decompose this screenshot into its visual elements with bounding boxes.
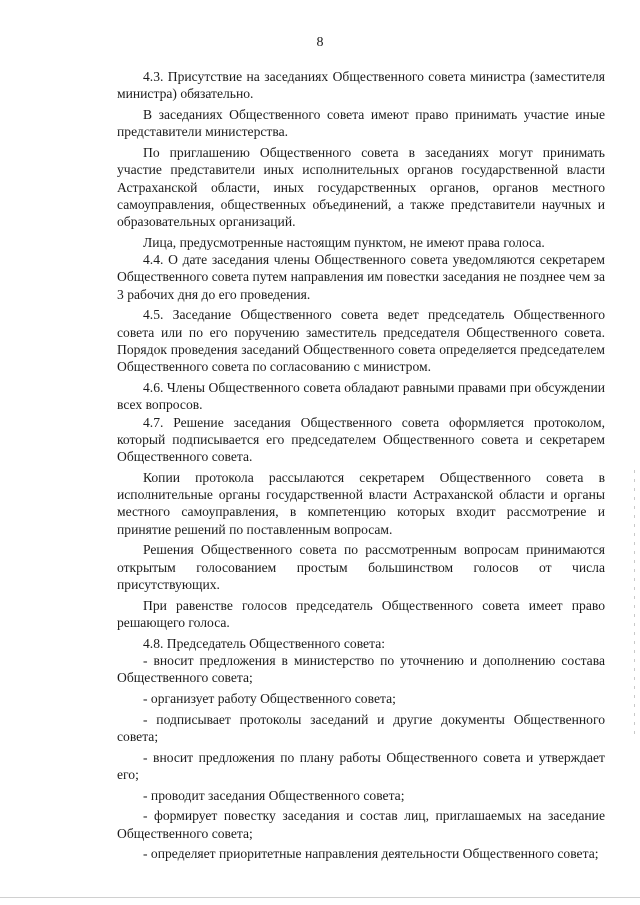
list-item: - вносит предложения по плану работы Общественного совета и утверждает его; <box>117 749 605 782</box>
paragraph-4-3: 4.3. Присутствие на заседаниях Общественного совета министра (заместителя министра) обязательно. <box>117 69 605 102</box>
page-number: 8 <box>316 35 324 50</box>
paragraph-tie-vote: При равенстве голосов председатель Общественного совета имеет право решающего голоса. <box>117 597 605 631</box>
scan-edge-right <box>634 470 635 740</box>
list-item: - организует работу Общественного совета; <box>143 691 396 706</box>
document-body <box>117 68 605 863</box>
paragraph-4-8: 4.8. Председатель Общественного совета: <box>143 635 385 651</box>
list-item: - проводит заседания Общественного совета; <box>143 787 405 803</box>
paragraph-copies: Копии протокола рассылаются секретарем Общественного совета в исполнительные органы государственной власти Астраханской области и органы местного самоуправления, в компетенцию которых входит рассмотрение и принятие решений по поставленным вопросам. <box>117 469 605 537</box>
list-item: - формирует повестку заседания и состав лиц, приглашаемых на заседание Общественного совета; <box>117 808 605 841</box>
paragraph-decisions: Решения Общественного совета по рассмотренным вопросам принимаются открытым голосованием простым большинством голосов от числа присутствующих. <box>117 542 605 593</box>
list-item: - подписывает протоколы заседаний и другие документы Общественного совета; <box>117 711 605 744</box>
paragraph-4-6: 4.6. Члены Общественного совета обладают равными правами при обсуждении всех вопросов. <box>117 380 605 413</box>
scan-edge-bottom <box>0 897 640 898</box>
list-item: - вносит предложения в министерство по уточнению и дополнению состава Общественного совета; <box>117 653 605 686</box>
paragraph-4-7: 4.7. Решение заседания Общественного совета оформляется протоколом, который подписывается его председателем Общественного совета и секретарем Общественного совета. <box>117 414 605 465</box>
paragraph-invitation: По приглашению Общественного совета в заседаниях могут принимать участие представители иных исполнительных органов государственной власти Астраханской области, иных государственных органов, органов местного самоуправления, общественных объединений, а также представители научных и образовательных организаций. <box>117 144 605 230</box>
paragraph-participation: В заседаниях Общественного совета имеют право принимать участие иные представители министерства. <box>117 106 605 140</box>
paragraph-no-vote: Лица, предусмотренные настоящим пунктом, не имеют права голоса. <box>143 234 545 250</box>
paragraph-4-4: 4.4. О дате заседания члены Общественного совета уведомляются секретарем Общественного совета путем направления им повестки заседания не позднее чем за 3 рабочих дня до его проведения. <box>117 252 605 302</box>
paragraph-4-5: 4.5. Заседание Общественного совета ведет председатель Общественного совета или по его поручению заместитель председателя Общественного совета. Порядок проведения заседаний Общественного совета определяется председателем Общественного совета по согласованию с министром. <box>117 307 605 375</box>
list-item: - определяет приоритетные направления деятельности Общественного совета; <box>143 846 599 862</box>
